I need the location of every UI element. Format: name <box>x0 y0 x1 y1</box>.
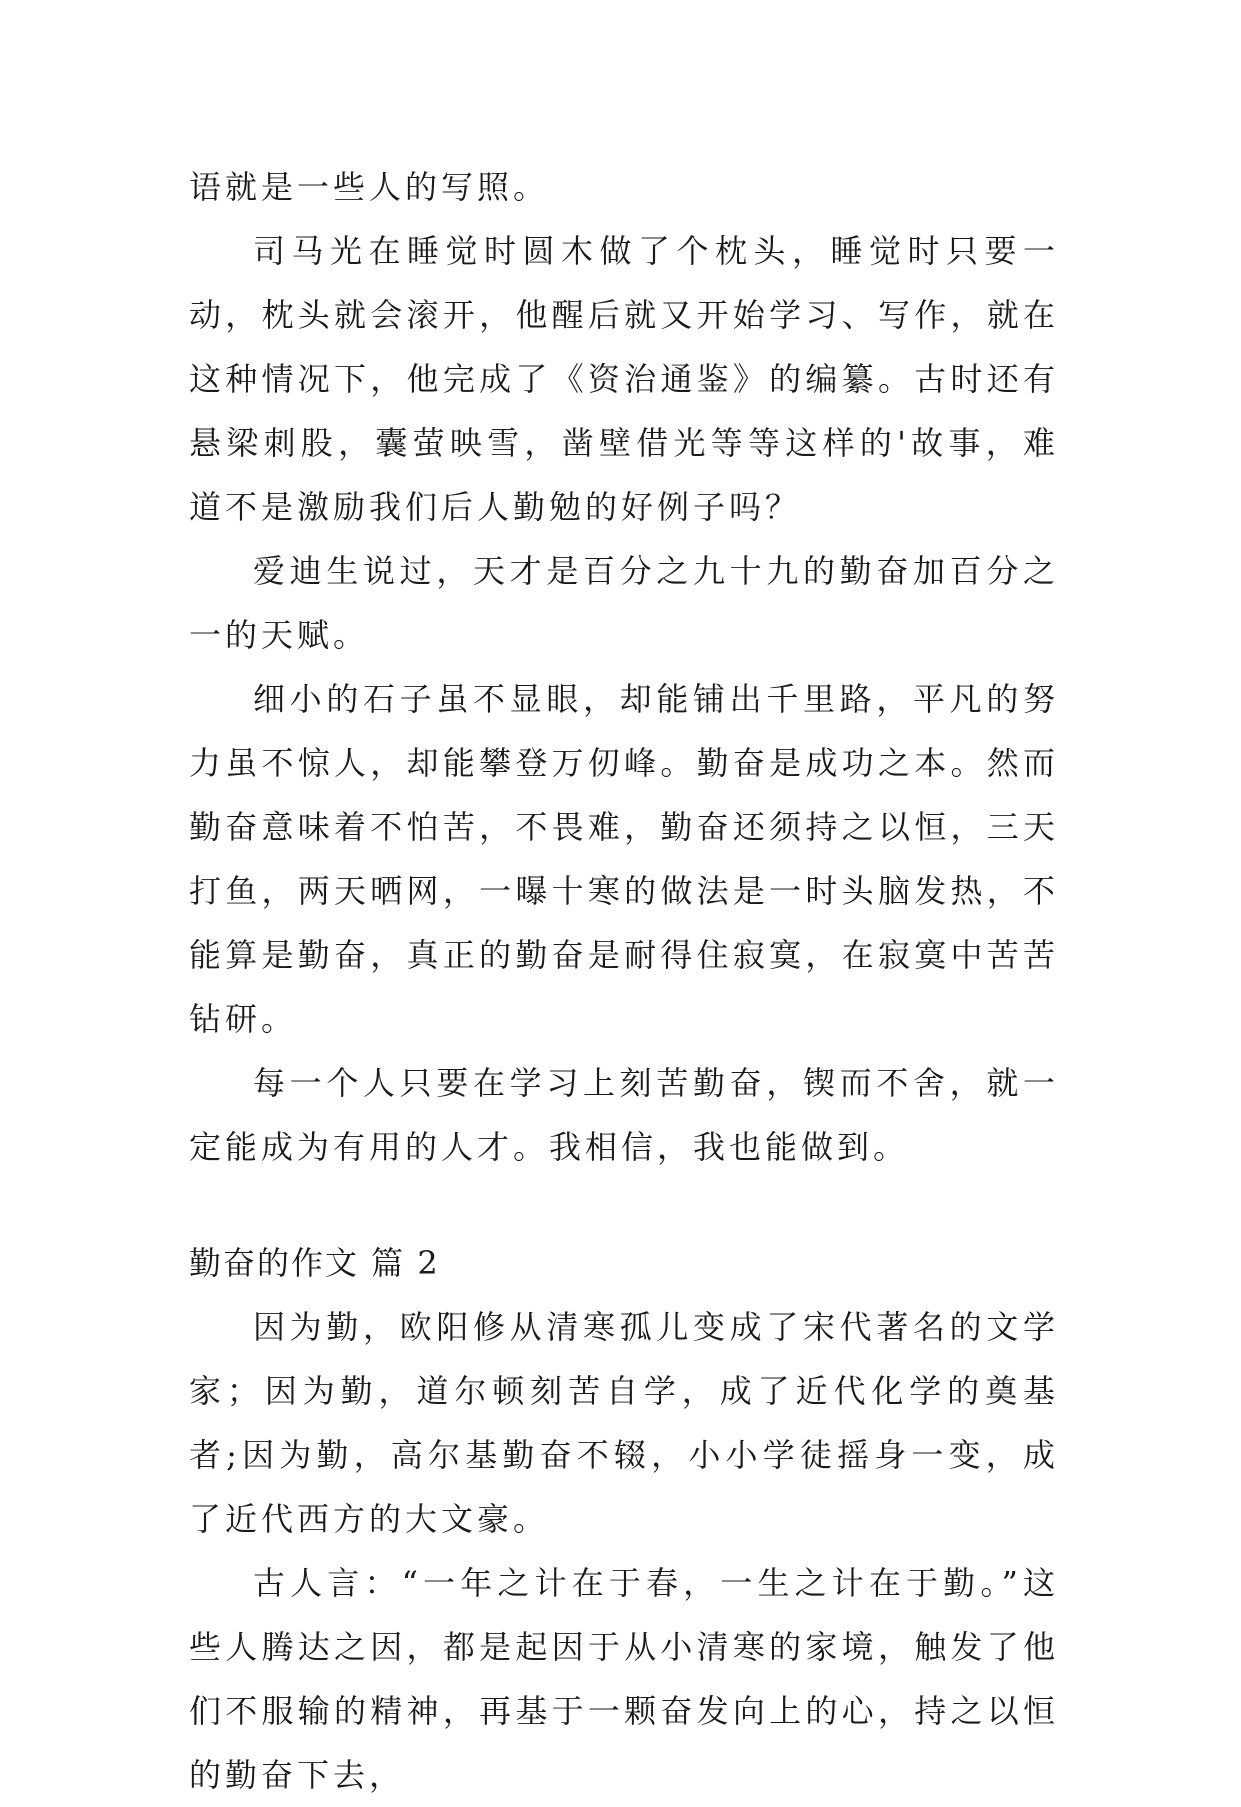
paragraph: 语就是一些人的写照。 <box>189 168 550 206</box>
paragraph: 因为勤，欧阳修从清寒孤儿变成了宋代著名的文学家；因为勤，道尔顿刻苦自学，成了近代化学的奠基者;因为勤，高尔基勤奋不辍，小小学徒摇身一变，成了近代西方的大文豪。 <box>189 1308 1059 1538</box>
section-spacer <box>189 1179 1059 1231</box>
paragraph: 每一个人只要在学习上刻苦勤奋，锲而不舍，就一定能成为有用的人才。我相信，我也能做到。 <box>189 1064 1059 1166</box>
document-body <box>189 155 1059 1807</box>
paragraph: 细小的石子虽不显眼，却能铺出千里路，平凡的努力虽不惊人，却能攀登万仞峰。勤奋是成功之本。然而勤奋意味着不怕苦，不畏难，勤奋还须持之以恒，三天打鱼，两天晒网，一曝十寒的做法是一时头脑发热，不能算是勤奋，真正的勤奋是耐得住寂寞，在寂寞中苦苦钻研。 <box>189 680 1059 1038</box>
paragraph: 古人言：“一年之计在于春，一生之计在于勤。”这些人腾达之因，都是起因于从小清寒的家境，触发了他们不服输的精神，再基于一颗奋发向上的心，持之以恒的勤奋下去， <box>189 1564 1059 1794</box>
paragraph: 爱迪生说过，天才是百分之九十九的勤奋加百分之一的天赋。 <box>189 552 1059 654</box>
paragraph: 司马光在睡觉时圆木做了个枕头，睡觉时只要一动，枕头就会滚开，他醒后就又开始学习、写作，就在这种情况下，他完成了《资治通鉴》的编纂。古时还有悬梁刺股，囊萤映雪，凿壁借光等等这样的'故事，难道不是激励我们后人勤勉的好例子吗？ <box>189 232 1059 526</box>
section-title: 勤奋的作文 篇 2 <box>189 1244 440 1282</box>
